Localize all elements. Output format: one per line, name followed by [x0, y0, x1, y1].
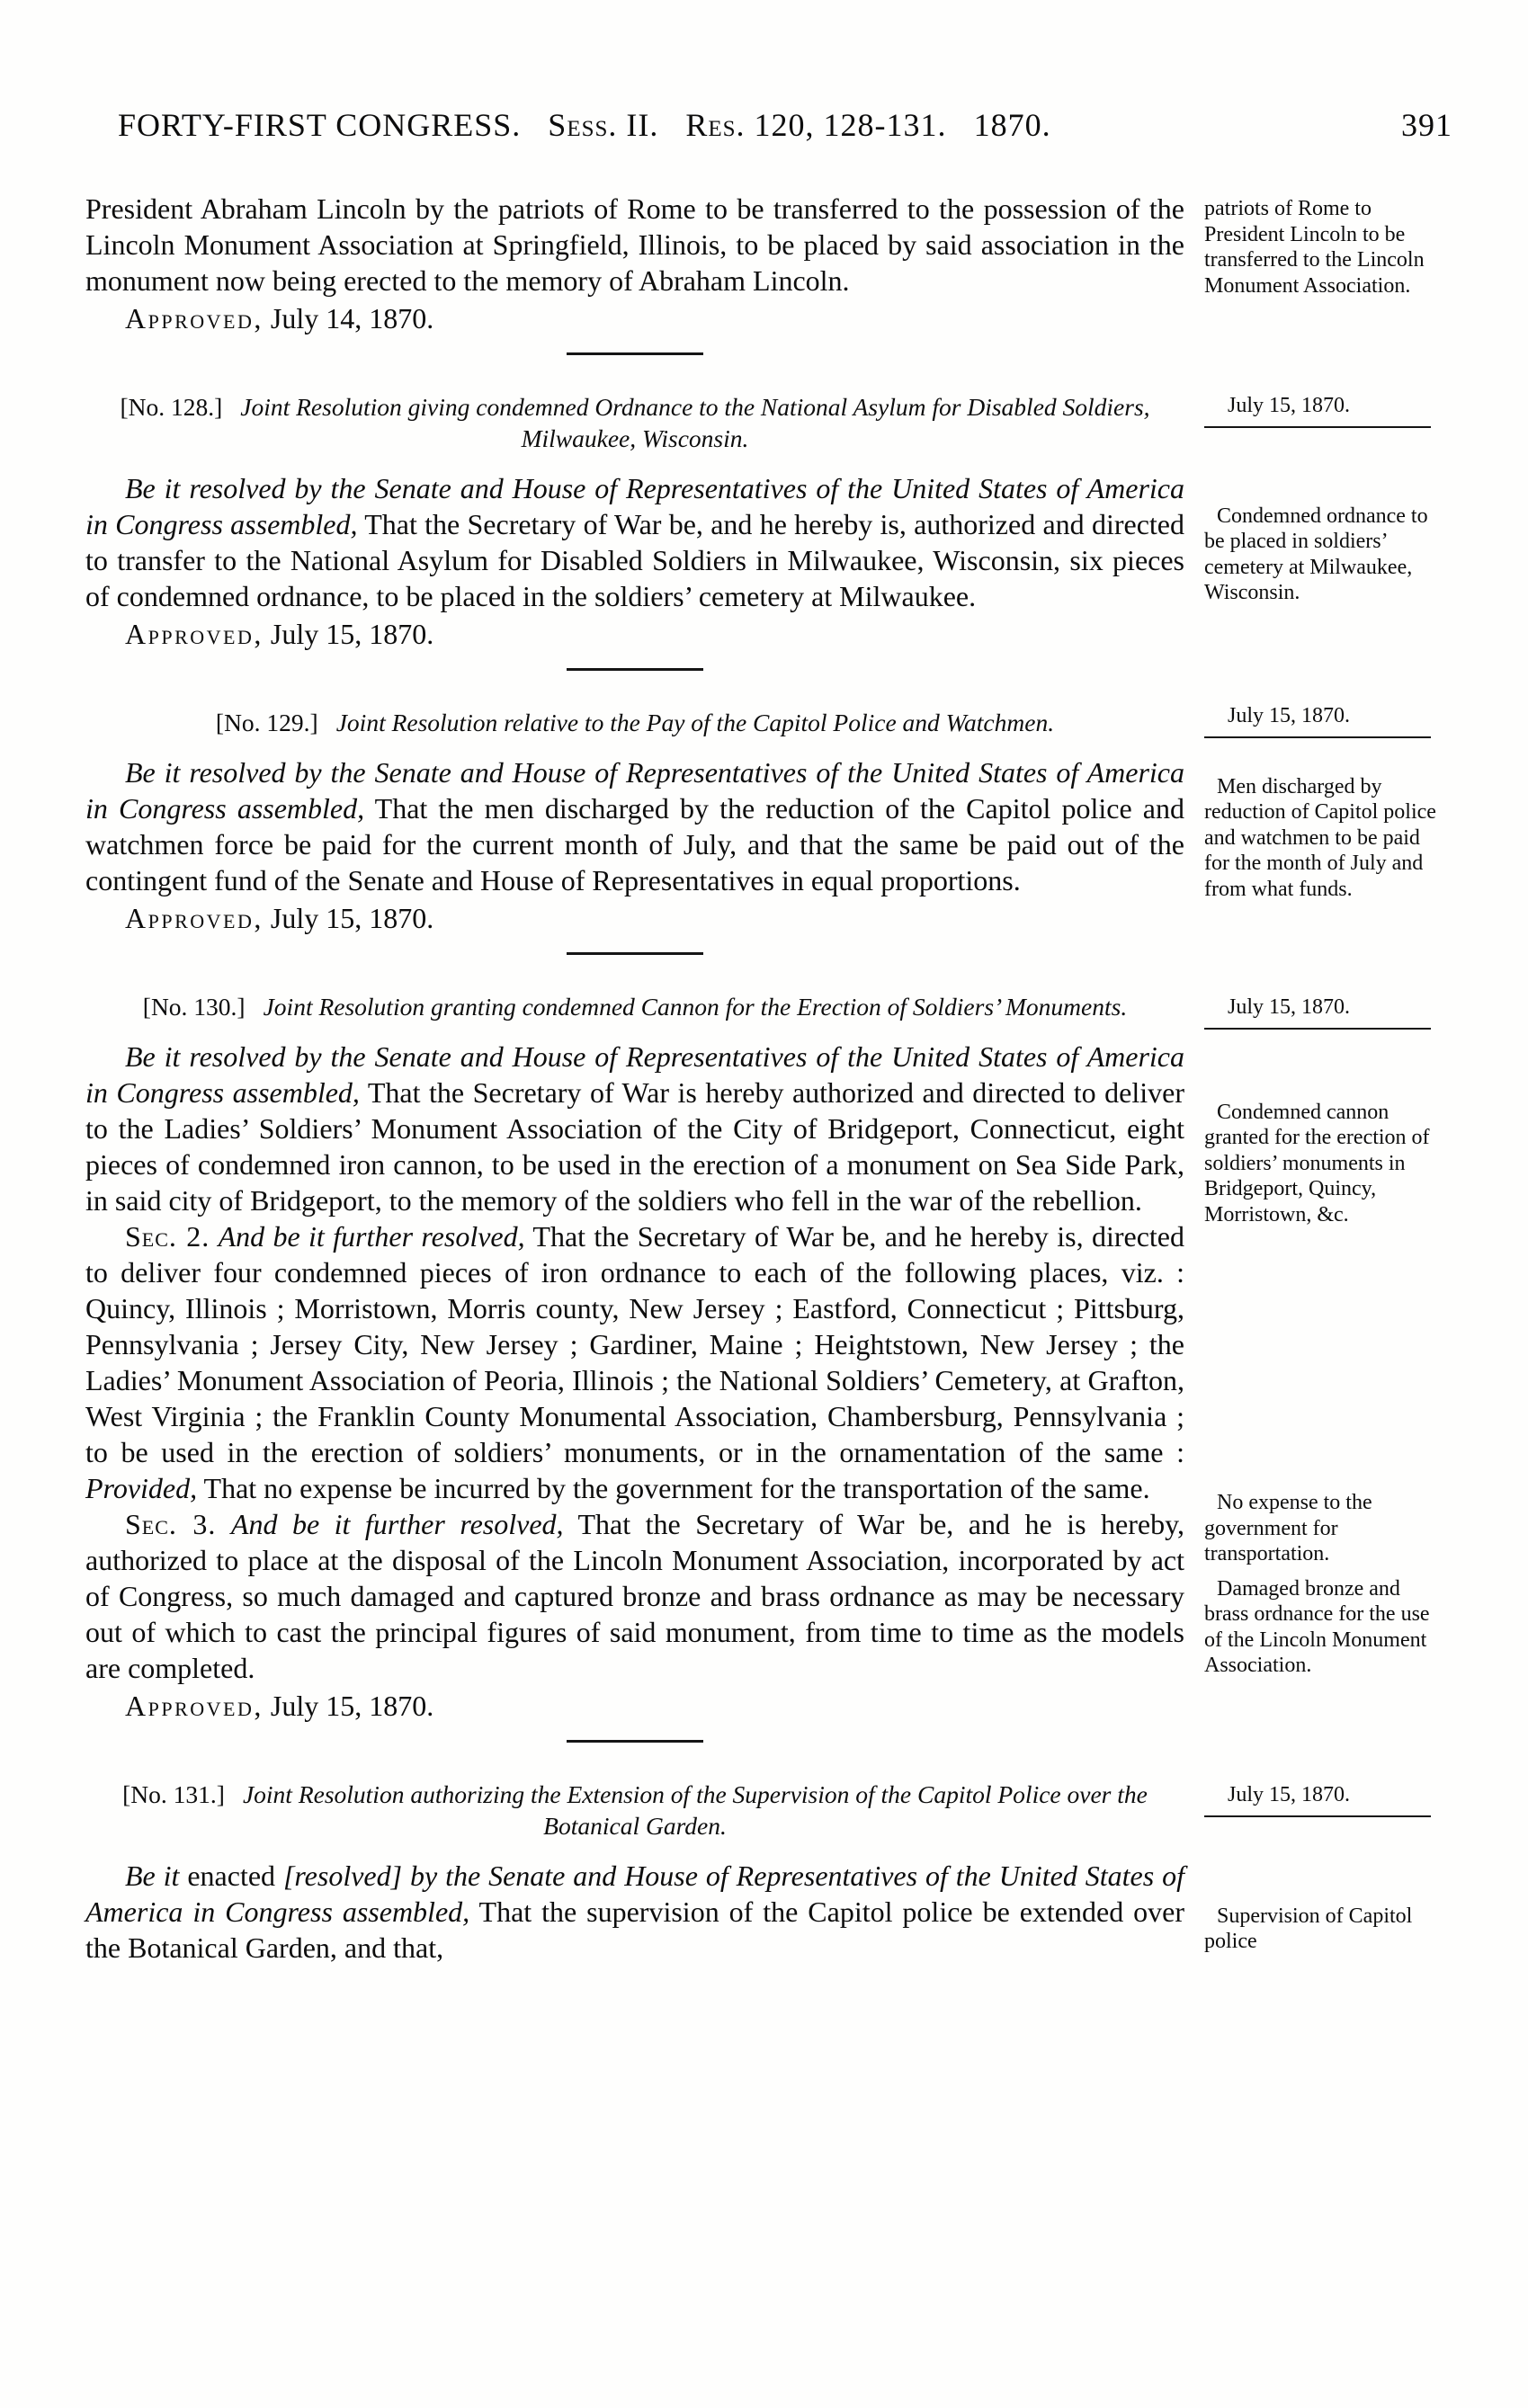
res-130-main: [85, 968, 1184, 1755]
approved-date: July 15, 1870.: [270, 618, 434, 650]
margin-note: Men discharged by reduction of Capitol police and watchmen to be paid for the month of July and from what funds.: [1204, 774, 1436, 901]
further-resolved-clause: And be it further resolved,: [230, 1508, 564, 1540]
margin-date: July 15, 1870.: [1204, 1782, 1431, 1817]
session-label: Sess. II.: [548, 107, 659, 143]
enacted-word: enacted: [187, 1860, 276, 1892]
res-129-heading: [85, 707, 1184, 738]
enacting-clause: Be it: [125, 1860, 180, 1892]
res-130-approved: [85, 1686, 1184, 1726]
margin-date: July 15, 1870.: [1204, 994, 1431, 1030]
approved-date: July 15, 1870.: [270, 902, 434, 934]
res-120-main: [85, 191, 1184, 368]
margin-note: No expense to the government for transportation.: [1204, 1491, 1372, 1565]
res-128-main: [85, 368, 1184, 683]
res-130-section-3: [85, 1506, 1184, 1686]
res-129-body: [85, 754, 1184, 898]
res-129-section: [85, 683, 1528, 968]
section-divider: [567, 668, 703, 671]
provided-clause: Provided,: [85, 1472, 198, 1504]
margin-note: patriots of Rome to President Lincoln to be transferred to the Lincoln Monument Association.: [1204, 197, 1425, 298]
res-128-body-text: That the Secretary of War be, and he hereby is, authorized and directed to transfer to the National Asylum for Disabled Soldiers in Milwaukee, Wisconsin, six pieces of condemned ordnance, to be placed in the soldiers’ cemetery at Milwaukee.: [85, 508, 1184, 612]
resolutions-label: Res. 120, 128-131.: [685, 107, 947, 143]
res-131-main: [85, 1755, 1184, 1966]
section-2-proviso-text: That no expense be incurred by the government for the transportation of the same.: [203, 1472, 1150, 1504]
res-130-heading: [85, 991, 1184, 1022]
res-130-section-2: [85, 1218, 1184, 1506]
res-131-margin: [1184, 1755, 1481, 1955]
enacting-clause-continued: [resolved] by the Senate and House of Representatives of the United States of America in Congress assembled,: [85, 1860, 1185, 1928]
approved-label: Approved,: [125, 618, 264, 650]
resolution-number: [No. 131.]: [122, 1780, 225, 1808]
resolution-title: Joint Resolution relative to the Pay of the Capitol Police and Watchmen.: [335, 709, 1055, 736]
res-131-body: [85, 1858, 1184, 1966]
page-number: 391: [1401, 107, 1452, 143]
res-120-margin: [1184, 191, 1481, 299]
res-129-approved: [85, 898, 1184, 938]
margin-note: Damaged bronze and brass ordnance for the use of the Lincoln Monument Association.: [1204, 1576, 1430, 1677]
res-128-section: [85, 368, 1528, 683]
res-131-heading: [85, 1779, 1184, 1842]
res-128-margin: [1184, 368, 1481, 606]
res-131-section: [85, 1755, 1528, 1966]
approved-date: July 15, 1870.: [270, 1690, 434, 1722]
section-3-body-text: That the Secretary of War be, and he is hereby, authorized to place at the disposal of the Lincoln Monument Association, incorporated by act of Congress, so much damaged and captured bronze and brass ordnance as may be necessary out of which to cast the principal figures of said monument, from time to time as the models are completed.: [85, 1508, 1185, 1684]
enacting-clause: Be it resolved by the Senate and House of Representatives of the United States of America in Congress assembled,: [85, 1040, 1184, 1109]
running-head: [85, 106, 1528, 144]
margin-date: July 15, 1870.: [1204, 393, 1431, 428]
res-130-section: [85, 968, 1528, 1755]
section-3-label: Sec. 3.: [125, 1508, 217, 1540]
section-2-body-text: That the Secretary of War be, and he hereby is, directed to deliver four condemned pieces of iron ordnance to each of the following places, viz. : Quincy, Illinois ; Morristown, Morris county, New Jersey ; Eastford, Connecticut ; Pittsburg, Pennsylvania ; Jersey City, New Jersey ; Gardiner, Maine ; Heightstown, New Jersey ; the Ladies’ Monument Association of Peoria, Illinois ; the National Soldiers’ Cemetery, at Grafton, West Virginia ; the Franklin County Monumental Association, Chambersburg, Pennsylvania ; to be used in the erection of soldiers’ monuments, or in the ornamentation of the same :: [85, 1220, 1185, 1468]
congress-label: FORTY-FIRST CONGRESS.: [118, 107, 522, 143]
section-divider: [567, 352, 703, 355]
resolution-number: [No. 128.]: [120, 393, 223, 421]
resolution-title: Joint Resolution authorizing the Extension of the Supervision of the Capitol Police over the Botanical Garden.: [242, 1780, 1148, 1840]
enacting-clause: Be it resolved by the Senate and House of Representatives of the United States of America in Congress assembled,: [85, 472, 1184, 540]
res-129-main: [85, 683, 1184, 968]
resolution-number: [No. 130.]: [142, 993, 246, 1021]
res-120-body-text: President Abraham Lincoln by the patriots of Rome to be transferred to the possession of the Lincoln Monument Association at Springfield, Illinois, to be placed by said association in the monument now being erected to the memory of Abraham Lincoln.: [85, 192, 1184, 297]
section-divider: [567, 1740, 703, 1743]
approved-label: Approved,: [125, 1690, 264, 1722]
res-131-body-text: That the supervision of the Capitol police be extended over the Botanical Garden, and that,: [85, 1895, 1185, 1964]
section-divider: [567, 952, 703, 955]
margin-note: Condemned ordnance to be placed in soldiers’ cemetery at Milwaukee, Wisconsin.: [1204, 504, 1428, 604]
approved-label: Approved,: [125, 302, 264, 334]
section-2-label: Sec. 2.: [125, 1220, 210, 1253]
further-resolved-clause: And be it further resolved,: [218, 1220, 525, 1253]
res-120-section: [85, 191, 1528, 368]
res-120-body: [85, 191, 1184, 299]
approved-label: Approved,: [125, 902, 264, 934]
resolution-title: Joint Resolution giving condemned Ordnance to the National Asylum for Disabled Soldiers, Milwaukee, Wisconsin.: [240, 393, 1150, 452]
enacting-clause: Be it resolved by the Senate and House of Representatives of the United States of America in Congress assembled,: [85, 756, 1184, 825]
margin-date: July 15, 1870.: [1204, 703, 1431, 738]
approved-date: July 14, 1870.: [270, 302, 434, 334]
res-120-approved: [85, 299, 1184, 338]
res-129-margin: [1184, 683, 1481, 902]
margin-note: Supervision of Capitol police: [1204, 1904, 1413, 1953]
resolution-number: [No. 129.]: [215, 709, 318, 736]
res-128-body: [85, 470, 1184, 614]
res-129-body-text: That the men discharged by the reduction of the Capitol police and watchmen force be paid for the current month of July, and that the same be paid out of the contingent fund of the Senate and House of Representatives in equal proportions.: [85, 792, 1185, 896]
res-130-margin: [1184, 968, 1481, 1679]
margin-note: Condemned cannon granted for the erection of soldiers’ monuments in Bridgeport, Quincy, Morristown, &c.: [1204, 1100, 1430, 1226]
res-128-approved: [85, 614, 1184, 654]
year-label: 1870.: [973, 107, 1051, 143]
res-130-body-1: [85, 1039, 1184, 1218]
res-130-body-text: That the Secretary of War is hereby authorized and directed to deliver to the Ladies’ Soldiers’ Monument Association of the City of Bridgeport, Connecticut, eight pieces of condemned iron cannon, to be used in the erection of a monument on Sea Side Park, in said city of Bridgeport, to the memory of the soldiers who fell in the war of the rebellion.: [85, 1076, 1185, 1217]
res-128-heading: [85, 391, 1184, 454]
resolution-title: Joint Resolution granting condemned Cannon for the Erection of Soldiers’ Monuments.: [263, 993, 1128, 1021]
running-head-title: [118, 106, 1078, 144]
